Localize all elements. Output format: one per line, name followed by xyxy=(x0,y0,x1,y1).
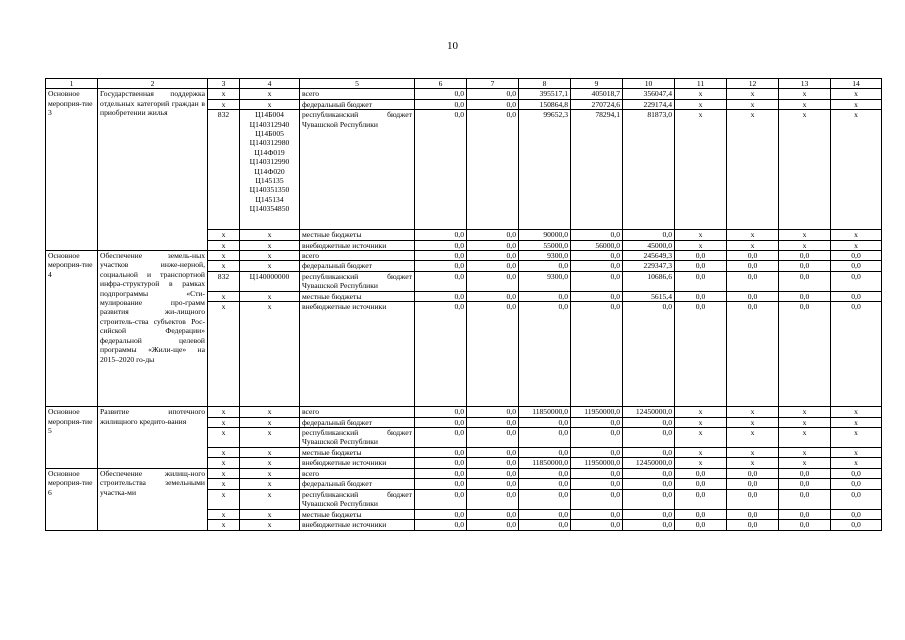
budget-table xyxy=(45,78,882,531)
value-cell: 0,0 xyxy=(623,230,675,240)
value-cell: 99652,3 xyxy=(519,110,571,230)
value-cell: 0,0 xyxy=(415,261,467,271)
value-cell: 0,0 xyxy=(727,261,779,271)
value-cell: x xyxy=(675,240,727,250)
value-cell: x xyxy=(675,89,727,99)
budget-class-code: x xyxy=(240,448,300,458)
value-cell: 0,0 xyxy=(571,448,623,458)
budget-class-code: x xyxy=(240,240,300,250)
responsible-code: x xyxy=(208,291,240,301)
value-cell: x xyxy=(831,230,882,240)
value-cell: 0,0 xyxy=(415,509,467,519)
value-cell: 0,0 xyxy=(571,479,623,489)
funding-source: местные бюджеты xyxy=(300,291,415,301)
value-cell: 0,0 xyxy=(675,261,727,271)
value-cell: 0,0 xyxy=(571,230,623,240)
value-cell: 0,0 xyxy=(415,417,467,427)
value-cell: 0,0 xyxy=(467,520,519,530)
responsible-code: x xyxy=(208,468,240,478)
value-cell: 0,0 xyxy=(415,302,467,407)
value-cell: 0,0 xyxy=(675,302,727,407)
header-row xyxy=(46,79,882,89)
table-body xyxy=(46,79,882,531)
table-row xyxy=(46,251,882,261)
value-cell: 0,0 xyxy=(571,302,623,407)
value-cell: 0,0 xyxy=(623,417,675,427)
value-cell: 0,0 xyxy=(519,291,571,301)
value-cell: 0,0 xyxy=(467,468,519,478)
value-cell: 0,0 xyxy=(831,509,882,519)
value-cell: 0,0 xyxy=(467,291,519,301)
value-cell: 0,0 xyxy=(415,520,467,530)
value-cell: 0,0 xyxy=(467,448,519,458)
value-cell: 0,0 xyxy=(623,448,675,458)
value-cell: 0,0 xyxy=(727,251,779,261)
value-cell: 5615,4 xyxy=(623,291,675,301)
value-cell: 0,0 xyxy=(623,428,675,448)
value-cell: 0,0 xyxy=(831,479,882,489)
value-cell: 11950000,0 xyxy=(571,458,623,468)
value-cell: x xyxy=(831,458,882,468)
funding-source: всего xyxy=(300,468,415,478)
value-cell: 0,0 xyxy=(779,479,831,489)
responsible-code: x xyxy=(208,509,240,519)
measure-label: Основное мероприя-тие 4 xyxy=(46,251,98,407)
value-cell: 0,0 xyxy=(779,509,831,519)
responsible-code: x xyxy=(208,230,240,240)
value-cell: 0,0 xyxy=(415,448,467,458)
value-cell: 0,0 xyxy=(467,407,519,417)
value-cell: 0,0 xyxy=(675,291,727,301)
funding-source: местные бюджеты xyxy=(300,230,415,240)
value-cell: 0,0 xyxy=(467,302,519,407)
header-cell: 5 xyxy=(300,79,415,89)
header-cell: 4 xyxy=(240,79,300,89)
budget-class-code: x xyxy=(240,261,300,271)
value-cell: x xyxy=(675,407,727,417)
value-cell: 0,0 xyxy=(623,479,675,489)
value-cell: x xyxy=(831,417,882,427)
value-cell: 0,0 xyxy=(675,251,727,261)
value-cell: 0,0 xyxy=(467,240,519,250)
header-cell: 13 xyxy=(779,79,831,89)
value-cell: 0,0 xyxy=(831,251,882,261)
funding-source: республиканский бюджет Чувашской Республики xyxy=(300,489,415,509)
value-cell: 0,0 xyxy=(415,468,467,478)
value-cell: 0,0 xyxy=(467,479,519,489)
responsible-code: x xyxy=(208,448,240,458)
responsible-code: x xyxy=(208,428,240,448)
value-cell: 0,0 xyxy=(415,479,467,489)
measure-description: Обеспечение жилищ-ного строительства земельными участка-ми xyxy=(98,468,208,530)
value-cell: 405018,7 xyxy=(571,89,623,99)
value-cell: 0,0 xyxy=(415,89,467,99)
responsible-code: x xyxy=(208,489,240,509)
value-cell: 0,0 xyxy=(571,271,623,291)
value-cell: x xyxy=(831,99,882,109)
responsible-code: 832 xyxy=(208,110,240,230)
budget-class-code: x xyxy=(240,407,300,417)
value-cell: 0,0 xyxy=(467,110,519,230)
funding-source: местные бюджеты xyxy=(300,448,415,458)
measure-description: Развитие ипотечного жилищного кредито-вания xyxy=(98,407,208,469)
value-cell: 270724,6 xyxy=(571,99,623,109)
value-cell: x xyxy=(675,230,727,240)
value-cell: 0,0 xyxy=(831,291,882,301)
value-cell: 0,0 xyxy=(675,520,727,530)
value-cell: 0,0 xyxy=(519,261,571,271)
value-cell: 0,0 xyxy=(623,468,675,478)
value-cell: 0,0 xyxy=(519,468,571,478)
value-cell: x xyxy=(727,110,779,230)
measure-description: Государственная поддержка отдельных категорий граждан в приобретении жилья xyxy=(98,89,208,251)
value-cell: 0,0 xyxy=(415,271,467,291)
header-cell: 8 xyxy=(519,79,571,89)
value-cell: x xyxy=(675,99,727,109)
value-cell: x xyxy=(727,428,779,448)
value-cell: 0,0 xyxy=(415,110,467,230)
budget-class-code: x xyxy=(240,489,300,509)
funding-source: федеральный бюджет xyxy=(300,261,415,271)
value-cell: x xyxy=(675,417,727,427)
measure-label: Основное мероприя-тие 5 xyxy=(46,407,98,469)
budget-class-code: Ц14Б004 Ц140312940 Ц14Б005 Ц140312980 Ц14Ф019 Ц140312990 Ц14Ф020 Ц145135 Ц140351350 Ц145134 Ц140354850 xyxy=(240,110,300,230)
value-cell: 229347,3 xyxy=(623,261,675,271)
value-cell: 0,0 xyxy=(467,417,519,427)
value-cell: 0,0 xyxy=(415,458,467,468)
funding-source: всего xyxy=(300,251,415,261)
value-cell: 0,0 xyxy=(519,479,571,489)
value-cell: 0,0 xyxy=(467,261,519,271)
value-cell: 0,0 xyxy=(571,509,623,519)
funding-source: республиканский бюджет Чувашской Республики xyxy=(300,271,415,291)
budget-class-code: Ц140000000 xyxy=(240,271,300,291)
value-cell: 0,0 xyxy=(415,230,467,240)
value-cell: x xyxy=(779,417,831,427)
value-cell: 0,0 xyxy=(571,261,623,271)
funding-source: всего xyxy=(300,89,415,99)
value-cell: 81873,0 xyxy=(623,110,675,230)
value-cell: 0,0 xyxy=(779,520,831,530)
value-cell: 0,0 xyxy=(415,99,467,109)
value-cell: 0,0 xyxy=(519,520,571,530)
value-cell: x xyxy=(727,448,779,458)
value-cell: 0,0 xyxy=(571,489,623,509)
value-cell: x xyxy=(831,110,882,230)
value-cell: 0,0 xyxy=(779,302,831,407)
value-cell: 12450000,0 xyxy=(623,407,675,417)
funding-source: федеральный бюджет xyxy=(300,99,415,109)
value-cell: 0,0 xyxy=(571,520,623,530)
value-cell: 0,0 xyxy=(831,468,882,478)
budget-class-code: x xyxy=(240,89,300,99)
value-cell: 0,0 xyxy=(467,230,519,240)
budget-class-code: x xyxy=(240,251,300,261)
value-cell: x xyxy=(779,110,831,230)
responsible-code: x xyxy=(208,89,240,99)
funding-source: федеральный бюджет xyxy=(300,479,415,489)
value-cell: 0,0 xyxy=(623,489,675,509)
header-cell: 2 xyxy=(98,79,208,89)
value-cell: 0,0 xyxy=(727,271,779,291)
header-cell: 1 xyxy=(46,79,98,89)
value-cell: 0,0 xyxy=(831,271,882,291)
header-cell: 14 xyxy=(831,79,882,89)
responsible-code: x xyxy=(208,479,240,489)
header-cell: 12 xyxy=(727,79,779,89)
value-cell: 0,0 xyxy=(519,448,571,458)
table-row xyxy=(46,407,882,417)
value-cell: 0,0 xyxy=(675,468,727,478)
value-cell: 0,0 xyxy=(415,251,467,261)
responsible-code: x xyxy=(208,302,240,407)
value-cell: x xyxy=(779,99,831,109)
value-cell: 0,0 xyxy=(519,417,571,427)
responsible-code: x xyxy=(208,417,240,427)
budget-class-code: x xyxy=(240,509,300,519)
value-cell: 356047,4 xyxy=(623,89,675,99)
value-cell: x xyxy=(831,407,882,417)
responsible-code: x xyxy=(208,240,240,250)
value-cell: 0,0 xyxy=(727,509,779,519)
value-cell: 0,0 xyxy=(831,489,882,509)
value-cell: 0,0 xyxy=(675,479,727,489)
value-cell: 0,0 xyxy=(415,428,467,448)
value-cell: x xyxy=(675,458,727,468)
budget-class-code: x xyxy=(240,428,300,448)
value-cell: x xyxy=(831,428,882,448)
value-cell: 0,0 xyxy=(727,479,779,489)
responsible-code: x xyxy=(208,520,240,530)
value-cell: 0,0 xyxy=(779,468,831,478)
value-cell: 45000,0 xyxy=(623,240,675,250)
value-cell: x xyxy=(779,448,831,458)
value-cell: 0,0 xyxy=(831,261,882,271)
value-cell: 11850000,0 xyxy=(519,407,571,417)
budget-class-code: x xyxy=(240,468,300,478)
measure-description: Обеспечение земель-ных участков инже-нерной, социальной и транспортной инфра-структурой в рамках подпрограммы «Сти-мулирование про-грамм развития жи-лищного строитель-ства субъектов Рос-сийской Федерации» федеральной целевой программы «Жили-ще» на 2015–2020 го-ды xyxy=(98,251,208,407)
funding-source: всего xyxy=(300,407,415,417)
value-cell: 0,0 xyxy=(571,468,623,478)
value-cell: 0,0 xyxy=(779,261,831,271)
value-cell: 0,0 xyxy=(571,428,623,448)
measure-label: Основное мероприя-тие 3 xyxy=(46,89,98,251)
value-cell: 56000,0 xyxy=(571,240,623,250)
value-cell: 0,0 xyxy=(727,489,779,509)
value-cell: x xyxy=(727,407,779,417)
value-cell: 245649,3 xyxy=(623,251,675,261)
table-row xyxy=(46,468,882,478)
value-cell: 0,0 xyxy=(623,509,675,519)
header-cell: 6 xyxy=(415,79,467,89)
responsible-code: x xyxy=(208,251,240,261)
value-cell: 0,0 xyxy=(467,271,519,291)
value-cell: x xyxy=(779,89,831,99)
value-cell: 9300,0 xyxy=(519,251,571,261)
value-cell: 0,0 xyxy=(467,509,519,519)
value-cell: 0,0 xyxy=(571,251,623,261)
budget-class-code: x xyxy=(240,520,300,530)
value-cell: 0,0 xyxy=(727,468,779,478)
budget-class-code: x xyxy=(240,230,300,240)
value-cell: 150864,8 xyxy=(519,99,571,109)
value-cell: 0,0 xyxy=(623,302,675,407)
value-cell: 90000,0 xyxy=(519,230,571,240)
value-cell: 0,0 xyxy=(727,291,779,301)
value-cell: 0,0 xyxy=(415,489,467,509)
responsible-code: 832 xyxy=(208,271,240,291)
value-cell: 11850000,0 xyxy=(519,458,571,468)
value-cell: 11950000,0 xyxy=(571,407,623,417)
value-cell: x xyxy=(675,428,727,448)
value-cell: 0,0 xyxy=(727,520,779,530)
value-cell: 0,0 xyxy=(675,509,727,519)
header-cell: 3 xyxy=(208,79,240,89)
value-cell: 0,0 xyxy=(467,99,519,109)
value-cell: 9300,0 xyxy=(519,271,571,291)
value-cell: 0,0 xyxy=(467,458,519,468)
value-cell: 0,0 xyxy=(519,489,571,509)
value-cell: 0,0 xyxy=(467,89,519,99)
value-cell: 0,0 xyxy=(779,271,831,291)
value-cell: x xyxy=(779,458,831,468)
value-cell: 78294,1 xyxy=(571,110,623,230)
value-cell: 0,0 xyxy=(779,291,831,301)
funding-source: местные бюджеты xyxy=(300,509,415,519)
budget-class-code: x xyxy=(240,417,300,427)
value-cell: x xyxy=(675,110,727,230)
value-cell: 55000,0 xyxy=(519,240,571,250)
value-cell: x xyxy=(831,240,882,250)
value-cell: 0,0 xyxy=(623,520,675,530)
header-cell: 10 xyxy=(623,79,675,89)
value-cell: 12450000,0 xyxy=(623,458,675,468)
funding-source: внебюджетные источники xyxy=(300,458,415,468)
value-cell: x xyxy=(831,89,882,99)
value-cell: 0,0 xyxy=(415,407,467,417)
funding-source: федеральный бюджет xyxy=(300,417,415,427)
measure-label: Основное мероприя-тие 6 xyxy=(46,468,98,530)
funding-source: республиканский бюджет Чувашской Республики xyxy=(300,110,415,230)
value-cell: 0,0 xyxy=(571,417,623,427)
value-cell: 0,0 xyxy=(519,428,571,448)
funding-source: внебюджетные источники xyxy=(300,520,415,530)
value-cell: 0,0 xyxy=(675,489,727,509)
value-cell: x xyxy=(779,428,831,448)
header-cell: 11 xyxy=(675,79,727,89)
funding-source: республиканский бюджет Чувашской Республики xyxy=(300,428,415,448)
responsible-code: x xyxy=(208,99,240,109)
value-cell: 0,0 xyxy=(727,302,779,407)
funding-source: внебюджетные источники xyxy=(300,302,415,407)
value-cell: 0,0 xyxy=(467,251,519,261)
value-cell: 229174,4 xyxy=(623,99,675,109)
budget-class-code: x xyxy=(240,302,300,407)
value-cell: 0,0 xyxy=(467,428,519,448)
value-cell: 0,0 xyxy=(415,240,467,250)
value-cell: 395517,1 xyxy=(519,89,571,99)
value-cell: 0,0 xyxy=(519,302,571,407)
funding-source: внебюджетные источники xyxy=(300,240,415,250)
value-cell: x xyxy=(727,89,779,99)
value-cell: 0,0 xyxy=(571,291,623,301)
value-cell: x xyxy=(727,230,779,240)
header-cell: 7 xyxy=(467,79,519,89)
budget-class-code: x xyxy=(240,458,300,468)
value-cell: 0,0 xyxy=(675,271,727,291)
value-cell: 10686,6 xyxy=(623,271,675,291)
value-cell: 0,0 xyxy=(467,489,519,509)
page-number: 10 xyxy=(447,40,458,52)
value-cell: x xyxy=(727,417,779,427)
budget-class-code: x xyxy=(240,99,300,109)
value-cell: x xyxy=(675,448,727,458)
value-cell: x xyxy=(727,458,779,468)
value-cell: 0,0 xyxy=(831,302,882,407)
value-cell: x xyxy=(727,99,779,109)
header-cell: 9 xyxy=(571,79,623,89)
value-cell: x xyxy=(779,407,831,417)
budget-class-code: x xyxy=(240,479,300,489)
value-cell: x xyxy=(779,230,831,240)
value-cell: 0,0 xyxy=(831,520,882,530)
value-cell: 0,0 xyxy=(415,291,467,301)
value-cell: 0,0 xyxy=(779,251,831,261)
value-cell: 0,0 xyxy=(779,489,831,509)
value-cell: 0,0 xyxy=(519,509,571,519)
value-cell: x xyxy=(779,240,831,250)
responsible-code: x xyxy=(208,458,240,468)
table-row xyxy=(46,89,882,99)
responsible-code: x xyxy=(208,261,240,271)
value-cell: x xyxy=(831,448,882,458)
responsible-code: x xyxy=(208,407,240,417)
value-cell: x xyxy=(727,240,779,250)
budget-class-code: x xyxy=(240,291,300,301)
